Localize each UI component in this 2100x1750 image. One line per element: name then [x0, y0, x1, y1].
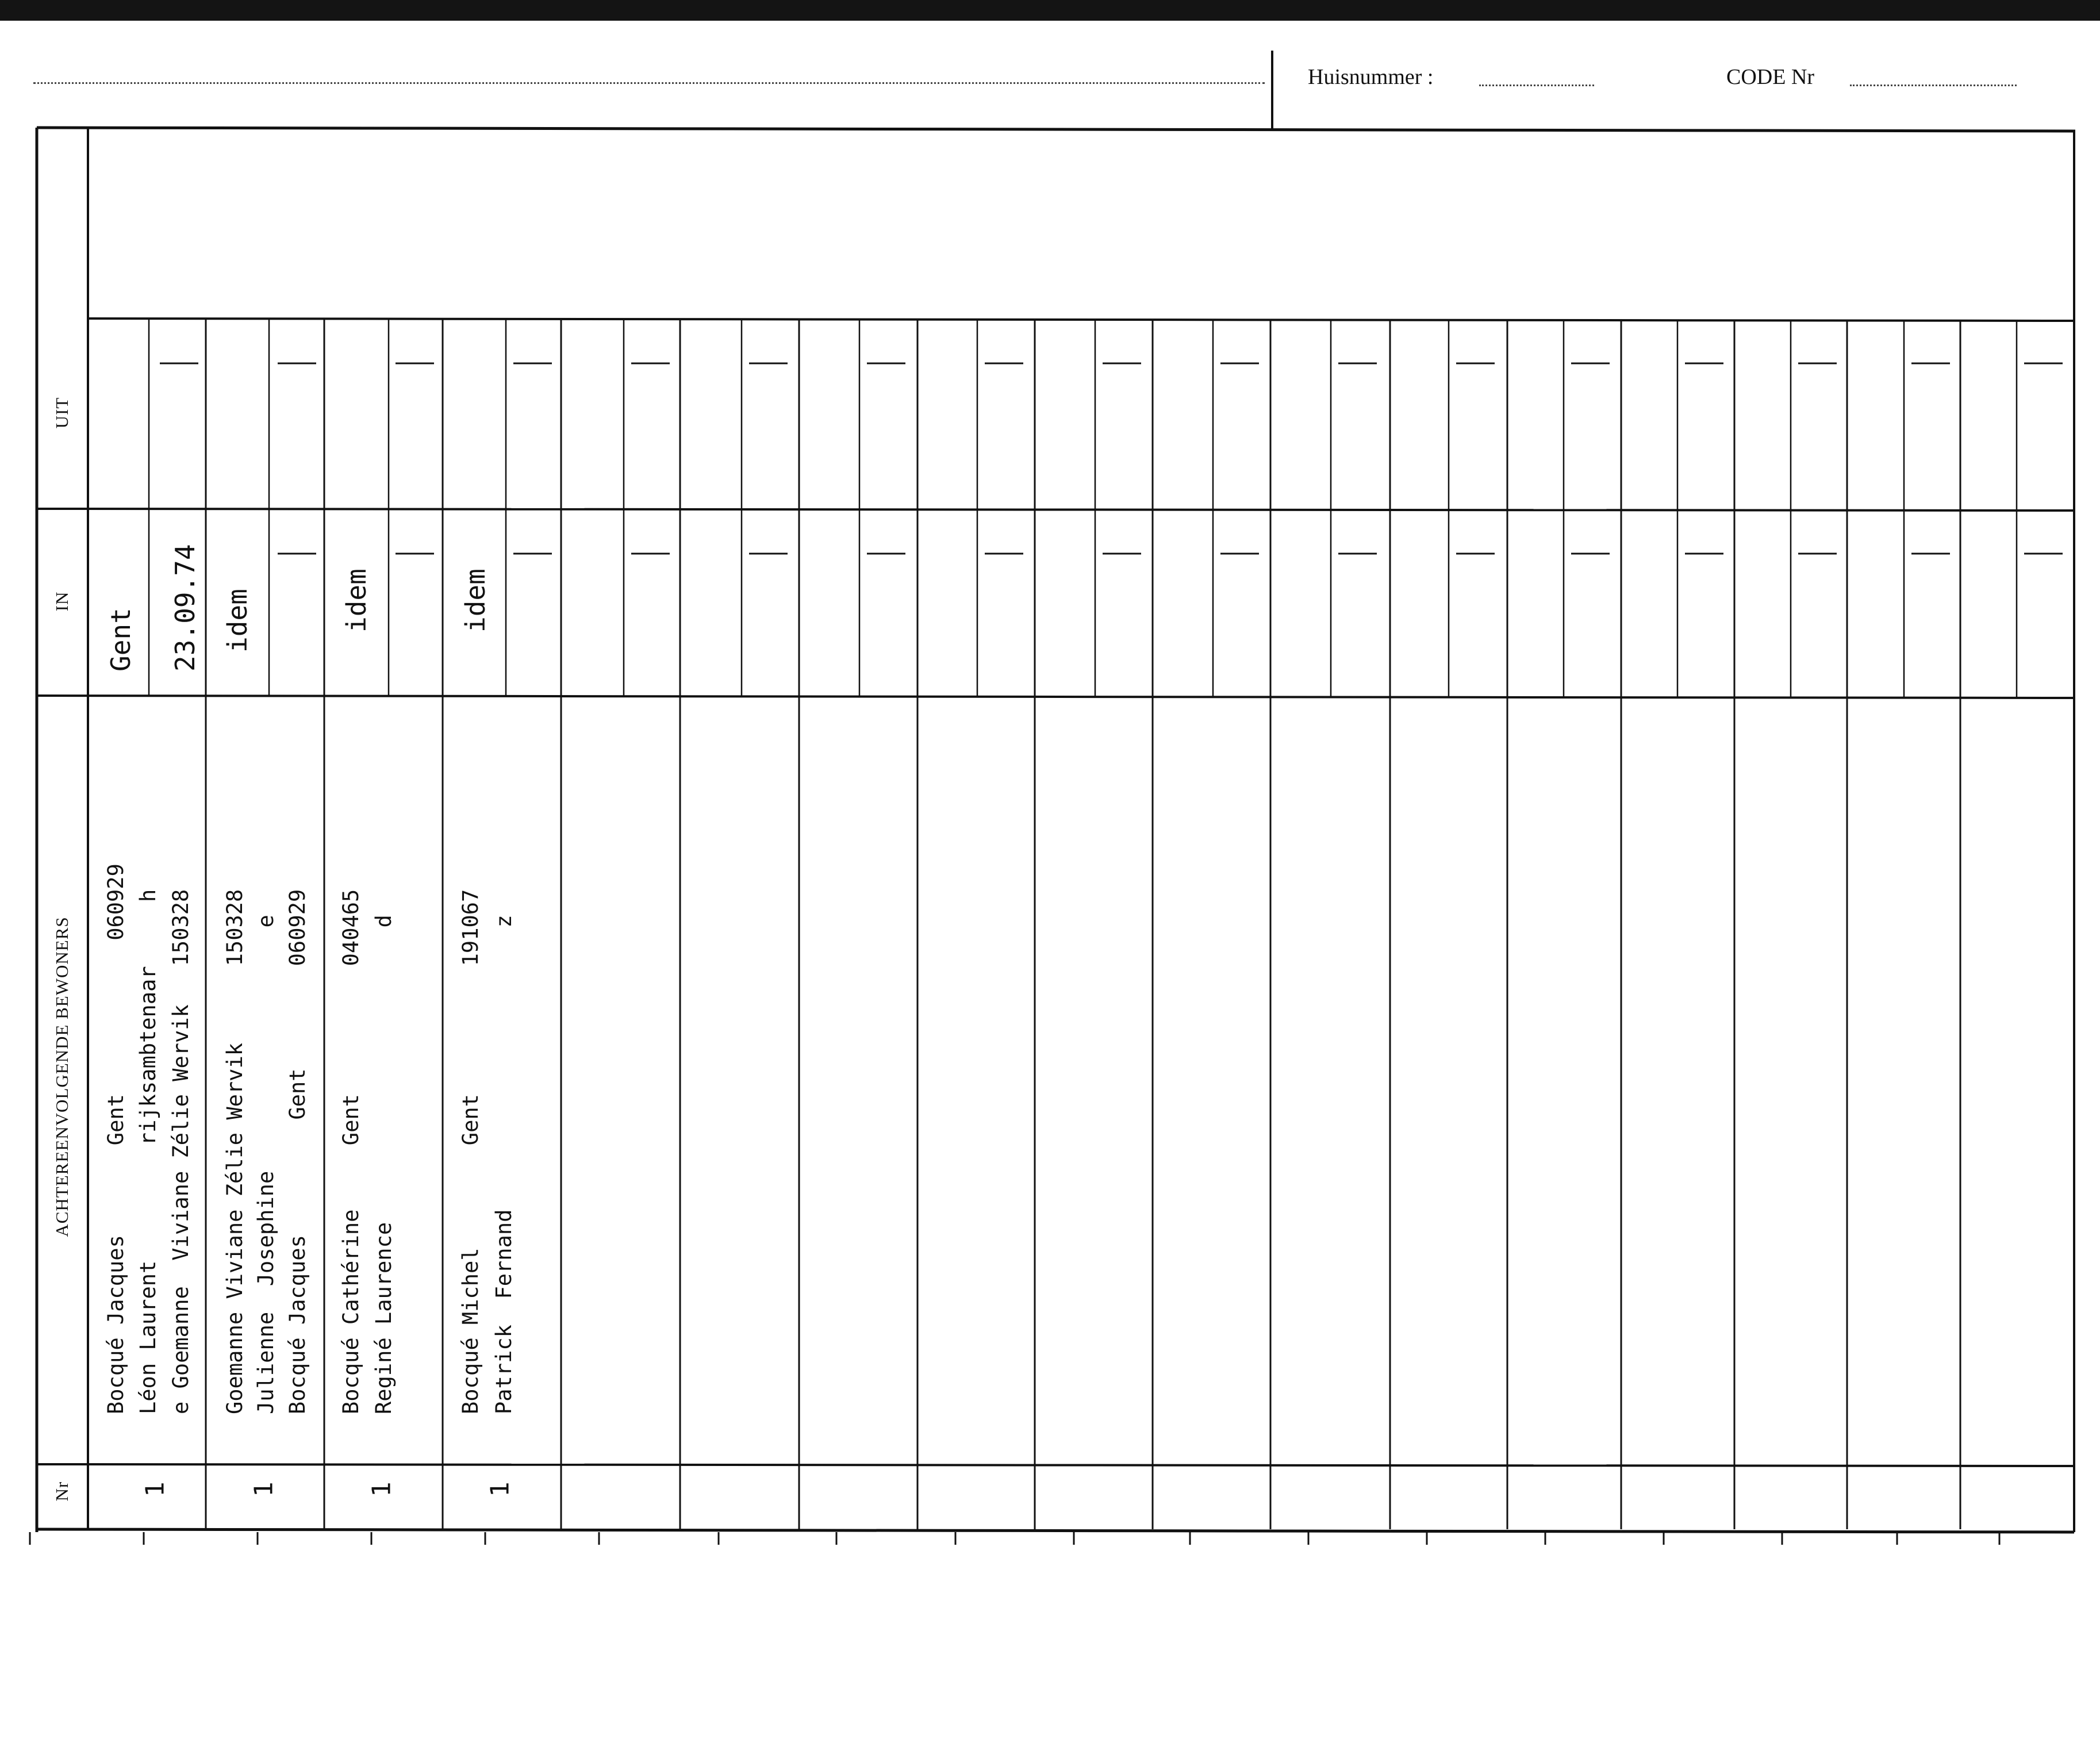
entry-4-bewoner-line: Bocqué Michel Gent 191067 — [458, 889, 483, 1414]
entry-1-bewoner-line: Bocqué Jacques Gent 060929 — [103, 864, 128, 1414]
entry-1-in-place: Gent — [105, 608, 136, 671]
entry-1-bewoner-line: e Goemanne Viviane Zélie Wervik 150328 — [168, 889, 193, 1414]
entry-3-nr: 1 — [367, 1482, 397, 1497]
entry-3-bewoner-line: Bocqué Cathérine Gent 040465 — [339, 889, 363, 1414]
entry-4-bewoner-line: Patrick Fernand z — [492, 915, 516, 1414]
huisnummer-label: Huisnummer : — [1308, 65, 1434, 89]
entry-3-bewoner-line: Reginé Laurence d — [371, 915, 396, 1414]
entry-2-in-place: idem — [222, 589, 253, 653]
entry-1-nr: 1 — [140, 1482, 170, 1497]
entry-3-in-place: idem — [341, 569, 372, 632]
entry-1-bewoner-line: Léon Laurent rijksambtenaar h — [136, 889, 160, 1414]
in-column-label: IN — [52, 591, 72, 612]
entry-2-bewoner-line: Goemanne Viviane Zélie Wervik 150328 — [222, 889, 247, 1414]
entry-4-in-place: idem — [460, 569, 491, 632]
entry-1-in-date: 23.09.74 — [170, 544, 201, 671]
entry-2-bewoner-line: Julienne Josephine e — [254, 915, 278, 1414]
entry-2-nr: 1 — [249, 1482, 279, 1497]
entry-4-nr: 1 — [485, 1482, 515, 1497]
code-nr-label: CODE Nr — [1726, 65, 1815, 89]
nr-column-label: Nr — [52, 1481, 72, 1502]
entry-2-bewoner-line: Bocqué Jacques Gent 060929 — [285, 889, 310, 1414]
uit-column-label: UIT — [52, 397, 72, 429]
bewoners-column-label: ACHTEREENVOLGENDE BEWONERS — [52, 916, 72, 1237]
